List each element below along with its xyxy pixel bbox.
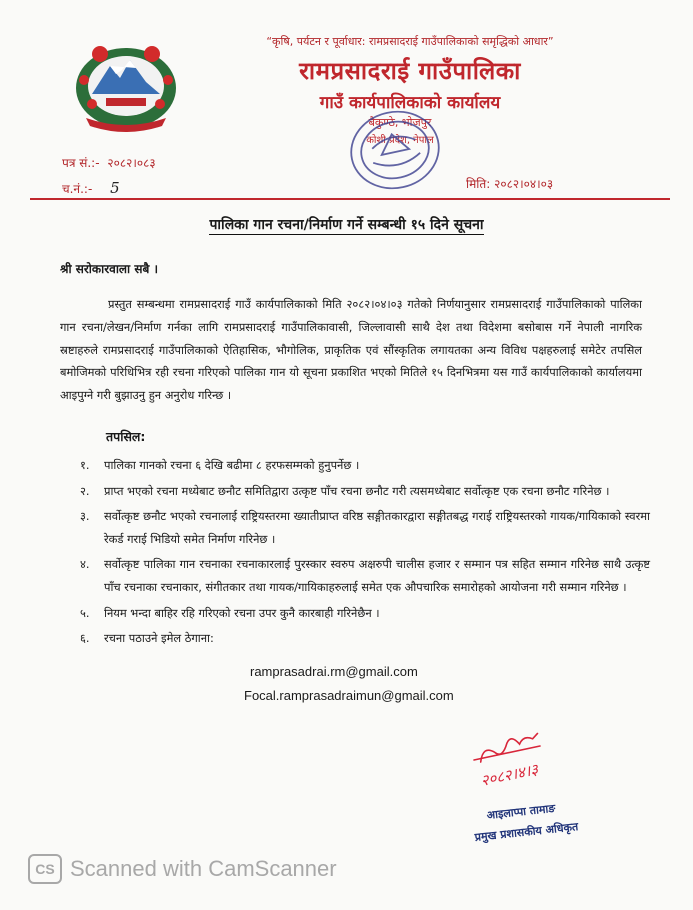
office-stamp-icon	[345, 104, 445, 196]
header-divider	[30, 198, 670, 200]
reference-number	[62, 154, 156, 171]
org-name: रामप्रसादराई गाउँपालिका	[299, 57, 521, 85]
notice-date	[466, 175, 553, 192]
header-motto: “कृषि, पर्यटन र पूर्वाधार: रामप्रसादराई गाउँपालिकाको समृद्धिको आधार”	[266, 35, 554, 48]
officer-name: आइलाप्पा तामाङ	[486, 801, 556, 822]
address-line2: कोशी प्रदेश, नेपाल	[366, 135, 434, 146]
handwritten-signature-icon	[464, 726, 614, 796]
address-line1: बैकुण्ठे, भोजपुर	[368, 116, 432, 129]
office-name: गाउँ कार्यपालिकाको कार्यालय	[319, 93, 501, 113]
camscanner-watermark	[28, 854, 337, 884]
list-item: ५. नियम भन्दा बाहिर रहि गरिएको रचना उपर कुनै कारबाही गरिनेछैन ।	[80, 605, 380, 620]
ref-label: पत्र सं.:-	[62, 156, 100, 170]
date-value: २०८२।०४।०३	[494, 177, 554, 191]
ch-label: च.नं.:-	[62, 182, 93, 196]
list-item: २. प्राप्त भएको रचना मध्येबाट छनौट समितिद्वारा उत्कृष्ट पाँच रचना छनौट गरी त्यसमध्येबाट सर्वोत्कृष्ट एक रचना छनौट गरिनेछ ।	[80, 483, 610, 498]
list-item: ६. रचना पठाउने इमेल ठेगाना:	[80, 631, 214, 646]
body-paragraph: प्रस्तुत सम्बन्धमा रामप्रसादराई गाउँ कार्यपालिकाको मिति २०८२।०४।०३ गतेको निर्णयानुसार रामप्रसादराई गाउँपालिकाको पालिका गान रचना/लेखन/निर्माण गर्नका लागि रामप्रसादराई गाउँपालिकावासी, जिल्लावासी साथै देश तथा विदेशमा बसोबास गर्ने नेपाली नागरिक स्रष्टाहरुले रामप्रसादराई गाउँपालिकाको ऐतिहासिक, भौगोलिक, प्राकृतिक एवं सौंस्कृतिक लगायतका अन्य विविध पक्षहरुलाई समेटेर तपसिल बमोजिमको परिधिभित्र रही रचना गरिएको पालिका गान यो सूचना प्रकाशित भएको मितिले १५ दिनभित्रमा यस गाउँ कार्यपालिकाको कार्यालयमा आइपुग्ने गरी बुझाउनु हुन अनुरोध गरिन्छ ।	[60, 297, 642, 402]
date-label: मिति:	[466, 177, 491, 191]
ref-value: २०८२।०८३	[107, 156, 156, 170]
watermark-text: Scanned with CamScanner	[70, 856, 337, 881]
details-list	[80, 454, 650, 653]
officer-title: प्रमुख प्रशासकीय अधिकृत	[474, 820, 579, 844]
camscanner-logo-icon: CS	[28, 854, 62, 884]
details-heading: तपसिल:	[106, 429, 146, 444]
email-primary[interactable]: ramprasadrai.rm@gmail.com	[250, 664, 418, 679]
dispatch-number	[62, 179, 120, 197]
municipality-emblem-icon	[70, 32, 182, 132]
salutation: श्री सरोकारवाला सबै ।	[60, 262, 159, 276]
subject-text: पालिका गान रचना/निर्माण गर्ने सम्बन्धी १५ दिने सूचना	[209, 217, 484, 233]
list-item: १. पालिका गानको रचना ६ देखि बढीमा ८ हरफसम्मको हुनुपर्नेछ ।	[80, 458, 360, 472]
signature-date: २०८२।४।३	[479, 760, 540, 790]
ch-value: 5	[110, 179, 120, 197]
list-item: ३. सर्वोत्कृष्ट छनौट भएको रचनालाई राष्ट्रियस्तरमा ख्यातीप्राप्त वरिष्ठ सङ्गीतकारद्वारा सङ्गीतबद्ध गराई राष्ट्रियस्तरको गायक/गायिकाको स्वरमा रेकर्ड गराई भिडियो समेत निर्माण गरिनेछ ।	[80, 509, 650, 546]
email-focal[interactable]: Focal.ramprasadraimun@gmail.com	[244, 688, 454, 703]
list-item: ४. सर्वोत्कृष्ट पालिका गान रचनाका रचनाकारलाई पुरस्कार स्वरुप अक्षरुपी चालीस हजार र सम्मान पत्र सहित सम्मान गरिनेछ साथै उत्कृष्ट पाँच रचनाका रचनाकार, संगीतकार तथा गायक/गायिकाहरुलाई समेत एक औपचारिक समारोहको आयोजना गरी सम्मान गरिनेछ ।	[80, 557, 650, 594]
notice-subject	[60, 215, 633, 234]
